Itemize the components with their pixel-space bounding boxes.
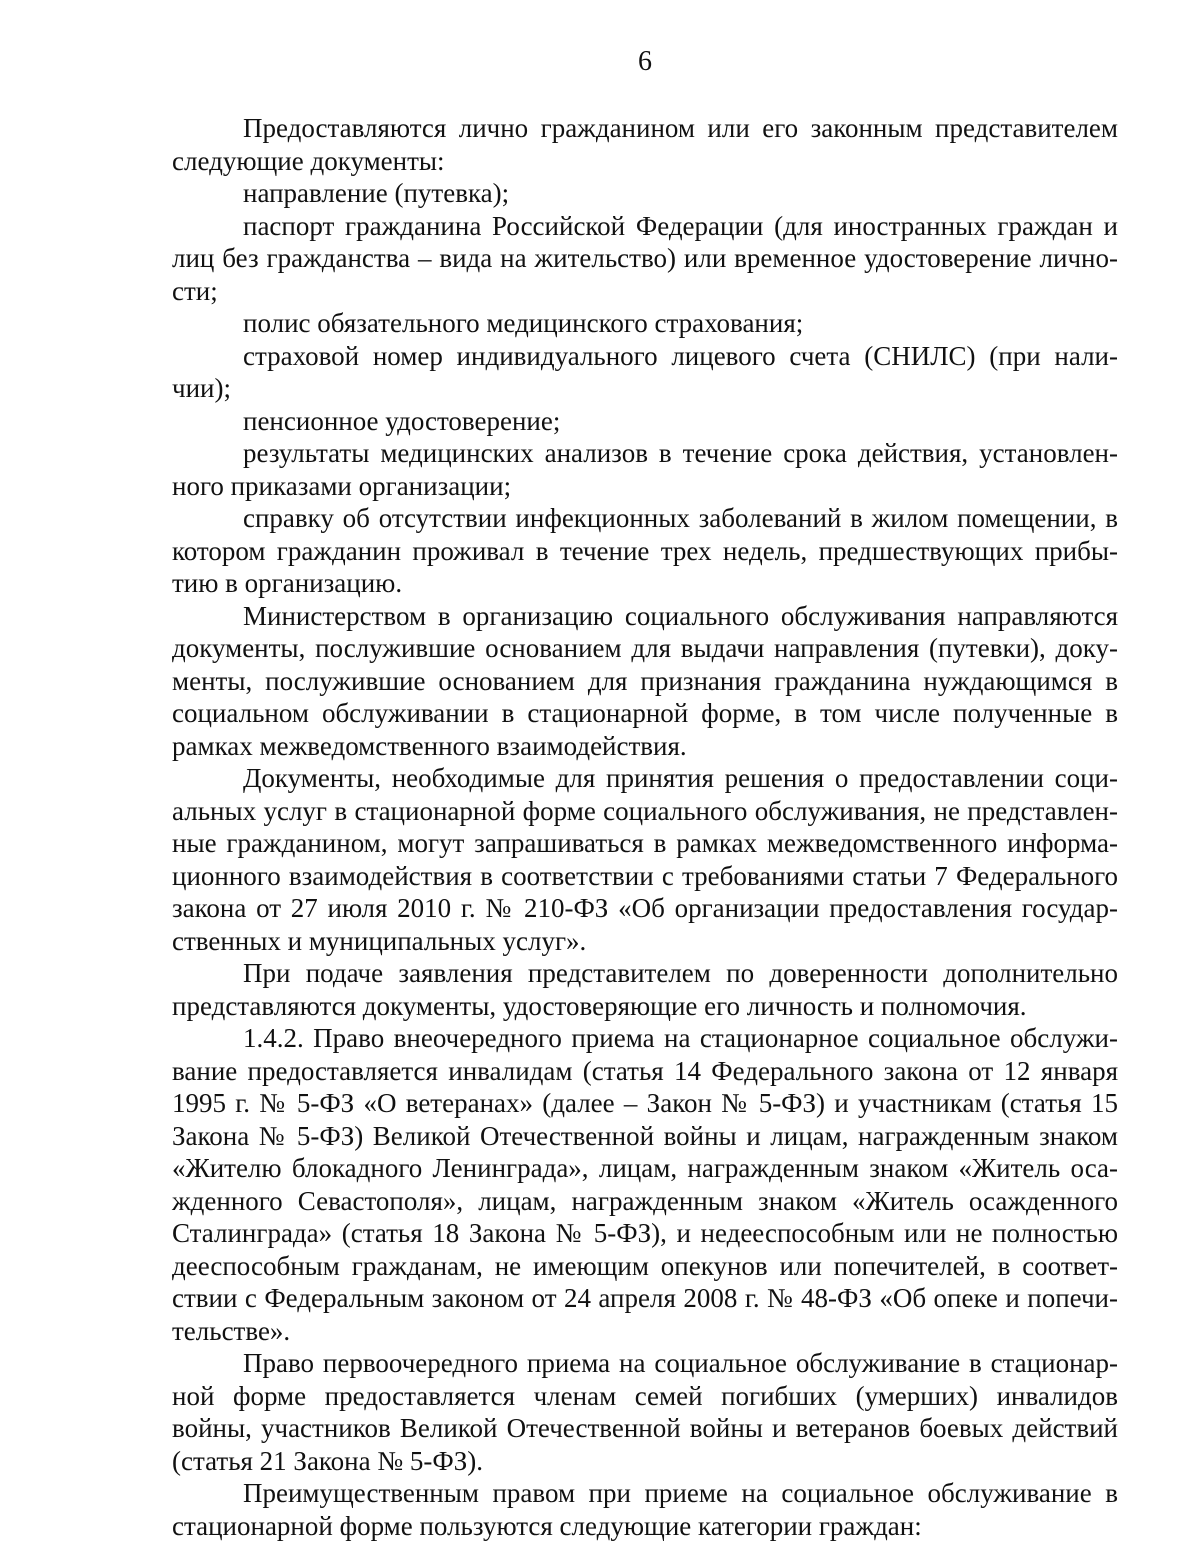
text-line: дееспособным гражданам, не имеющим опекунов или попечителей, в соответ- <box>172 1250 1118 1281</box>
text-line: представляются документы, удостоверяющие его личность и полномочия. <box>172 990 1027 1021</box>
text-line: 1.4.2. Право внеочередного приема на стационарное социальное обслужи- <box>243 1023 1118 1053</box>
page-number: 6 <box>638 46 652 77</box>
text-line: паспорт гражданина Российской Федерации (для иностранных граждан и <box>243 210 1118 241</box>
text-line: (статья 21 Закона № 5-ФЗ). <box>172 1445 483 1476</box>
text-line: ственных и муниципальных услуг». <box>172 925 587 956</box>
text-line: стационарной форме пользуются следующие категории граждан: <box>172 1510 922 1541</box>
text-line: социальном обслуживании в стационарной форме, в том числе полученные в <box>172 698 1118 728</box>
text-line: вание предоставляется инвалидам (статья 14 Федерального закона от 12 января <box>172 1055 1118 1086</box>
text-line: лиц без гражданства – вида на жительство) или временное удостоверение лично- <box>172 243 1118 273</box>
text-line: ные гражданином, могут запрашиваться в рамках межведомственного информа- <box>172 828 1118 858</box>
text-line: Закона № 5-ФЗ) Великой Отечественной войны и лицам, награжденным знаком <box>172 1120 1118 1151</box>
text-line: рамках межведомственного взаимодействия. <box>172 730 687 761</box>
text-line: ной форме предоставляется членам семей погибших (умерших) инвалидов <box>172 1380 1118 1411</box>
text-line: котором гражданин проживал в течение трех недель, предшествующих прибы- <box>172 535 1118 566</box>
text-line: «Жителю блокадного Ленинграда», лицам, награжденным знаком «Житель оса- <box>172 1153 1118 1183</box>
document-body <box>172 112 1118 1542</box>
text-line: Министерством в организацию социального обслуживания направляются <box>243 600 1118 631</box>
text-line: ного приказами организации; <box>172 470 512 501</box>
text-line: Право первоочередного приема на социальное обслуживание в стационар- <box>243 1348 1118 1378</box>
text-line: ционного взаимодействия в соответствии с требованиями статьи 7 Федерального <box>172 860 1118 891</box>
text-line: Документы, необходимые для принятия решения о предоставлении соци- <box>243 763 1118 793</box>
text-line: страховой номер индивидуального лицевого счета (СНИЛС) (при нали- <box>243 340 1118 371</box>
text-line: следующие документы: <box>172 145 445 176</box>
text-line: сти; <box>172 275 218 306</box>
text-line: закона от 27 июля 2010 г. № 210-ФЗ «Об организации предоставления государ- <box>172 893 1118 923</box>
text-line: документы, послужившие основанием для выдачи направления (путевки), доку- <box>172 633 1118 663</box>
text-line: менты, послужившие основанием для признания гражданина нуждающимся в <box>172 665 1118 696</box>
text-line: полис обязательного медицинского страхования; <box>243 308 804 338</box>
text-line: тельстве». <box>172 1315 291 1346</box>
text-line: 1995 г. № 5-ФЗ «О ветеранах» (далее – Закон № 5-ФЗ) и участникам (статья 15 <box>172 1088 1118 1118</box>
text-line: чии); <box>172 373 231 403</box>
text-line: При подаче заявления представителем по доверенности дополнительно <box>243 958 1118 988</box>
text-line: Предоставляются лично гражданином или его законным представителем <box>243 113 1118 143</box>
text-line: Сталинграда» (статья 18 Закона № 5-ФЗ), и недееспособным или не полностью <box>172 1218 1118 1248</box>
text-line: тию в организацию. <box>172 568 403 598</box>
text-line: результаты медицинских анализов в течение срока действия, установлен- <box>243 438 1118 468</box>
text-line: справку об отсутствии инфекционных заболеваний в жилом помещении, в <box>243 503 1118 533</box>
text-line: ствии с Федеральным законом от 24 апреля 2008 г. № 48-ФЗ «Об опеке и попечи- <box>172 1283 1118 1313</box>
text-line: пенсионное удостоверение; <box>243 405 561 436</box>
text-line: жденного Севастополя», лицам, награжденным знаком «Житель осажденного <box>172 1185 1118 1216</box>
text-line: Преимущественным правом при приеме на социальное обслуживание в <box>243 1478 1118 1508</box>
text-line: войны, участников Великой Отечественной войны и ветеранов боевых действий <box>172 1413 1118 1443</box>
text-line: направление (путевка); <box>243 178 510 208</box>
text-line: альных услуг в стационарной форме социального обслуживания, не представлен- <box>172 795 1118 826</box>
